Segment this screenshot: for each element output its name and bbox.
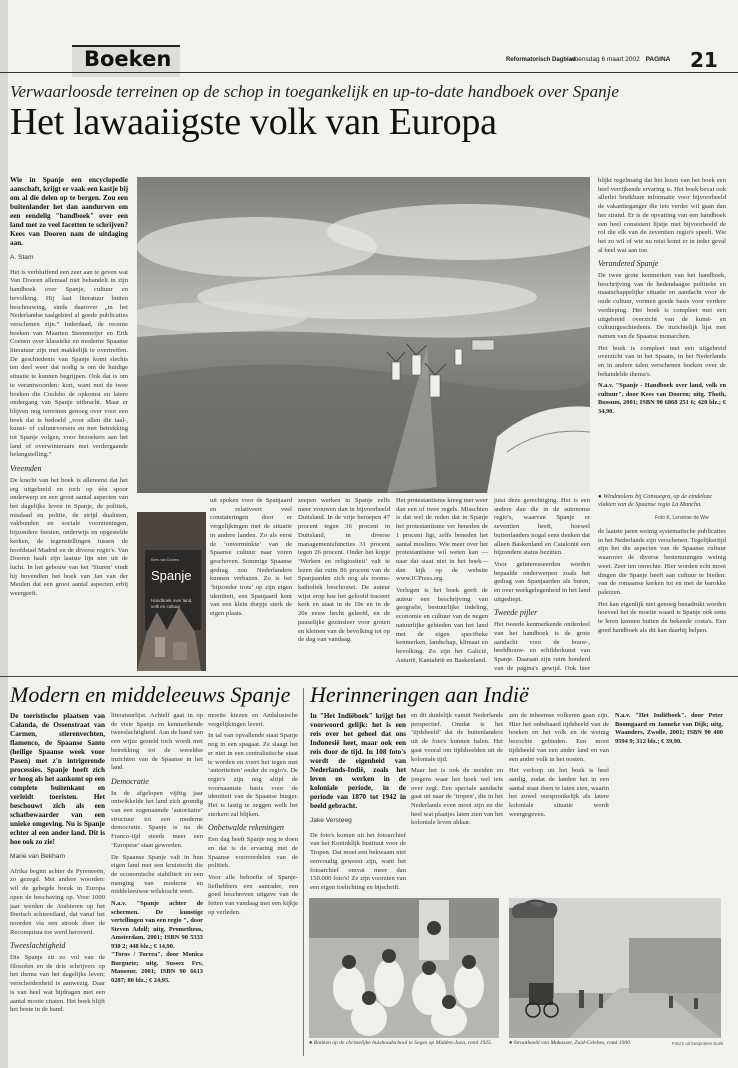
main-right-body-3: Het boek is compleet met een uitgebreid overzicht van in het Spaans, in het Nederlands en in andere talen verschenen boeken over de behandelde thema's. [598,344,726,378]
article2-column-3 [208,712,298,1056]
main-col1-body: Het is verbluffend een zeer aan te geven wat Van Dooren allemaal niet behandelt in zijn handboek over Spanje, cultuur en bevolking. Hij laat literatuur buiten beschouwing, sinds daarover „in het Nederlandse taalgebied al goede publicaties verschenen zijn.” Inderdaad, de recente boeken van Maarten Steenmeijer en Erik Coenen over klassieke en moderne Spaanse literatuur zijn met makkelijk te overtreffen. De geschiedenis van Spanje komt slechts ten deel weer dat nodig is om de huidige situatie te kunnen begrijpen. Ook dat is om te verantwoorden: kort, want met de twee boeken die Coolsbo de opkomst en latere ondergang van Spanje uitbracht. Maar er blijven nog terreinen genoeg over voor een boek dat is bedoeld „voor allen die taal-, kunst- of cultuurvorsers en met betrekking tot Spanje volgen, voor bezoekers aan het land of overwinteraars met verdergaande belangstelling.” [10,268,128,459]
header-rule [0,72,738,73]
main-column-1 [10,176,128,672]
main-column-6 [598,528,726,672]
makassar-street-image [509,898,721,1038]
main-book-info: N.a.v. "Spanje - Handboek over land, volk en cultuur", door Kees van Dooren; uitg. Thoth, Bussum, 2001; ISBN 90 6868 251 6; 420 blz.; € 34,90. [598,382,726,415]
main-subhead-tweede-pijler: Tweede pijler [494,608,538,618]
article2-col3-body-3: Een dag heeft Spanje nog te doen en dat is de ervaring met de Spaanse vooroordelen van de politiek. [208,836,298,870]
main-right-body: blijkt regelmatig dat het lezen van het boek een heel verrijkende ervaring is. Het boek bevat ook allerlei bruikbare informatie voor bijvoorbeeld de vakantieganger die iets verder wil gaan dan het strand. Er is de opvatting van een handboek een heel consistent lijstje met bijvoorbeeld de rol die elk van de zeventien regio's speelt. Wie het zo wil of wie nu reist komt er in ieder geval al heel wat aan toe. [598,177,726,254]
article2-column-2 [111,712,203,1056]
article3-book-info: N.a.v. "Het Indiëboek", door Peter Boomgaard en Janneke van Dijk; uitg. Waanders, Zwolle, 2001; ISBN 90 400 9594 9; 312 blz.; € 39,90. [615,712,723,745]
article3-column-3 [509,712,609,894]
caption-bullet-icon: ● [309,1040,314,1046]
issue-date [570,56,670,63]
caption-bullet-icon: ● [509,1040,514,1046]
article3-column-2 [411,712,503,894]
page-number: 21 [690,48,718,72]
article2-book-info: N.a.v. "Spanje achter de schermen. De kunstige vertellingen van een regio ", door Steven Adolf; uitg. Prometheus, Amsterdam, 2001; ISBN 90 5333 938 2; 448 blz.; € 14,90. "Toros / Torrea", door Monica Burguete; uitg. Sussex Frv, Mansour, 2001; ISBN 90 6613 0287; 80 blz.; € 24,95. [111,900,203,984]
book-cover-image [137,512,206,671]
windmills-photo-credit: Foto K. Lenstrae de Ww [655,515,709,521]
section-title: Boeken [84,47,172,71]
batik-school-image [309,898,499,1038]
article3-byline: Jake Versteeg [310,817,352,824]
section-divider [0,676,738,677]
main-col4-body-2: Verlegen is het boek geeft de auteur een beschrijving van geografie, bestuurlijke indeling, economie en cultuur van de negen natuurlijke gebieden van het land met de eigen specifieke kenmerken, landschap, klimaat en bevolking. Zo zijn het Galicië, Asturië, Kantabrië en Baskenland. [396,587,488,664]
main-column-3 [298,497,390,672]
main-col5-body: juist deze gerechtiging. Het is een andere dan die in de autonome regio's, waarvan Spanje er zeventien heeft, hoewel buitenlanders nogal eens denken dat alleen Baskenland en Catalonië een bijzondere status bezitten. [494,497,590,557]
article3-col3-body: zen de inheemse volkeren gaan zijn. Hier het onbehaard tijdsbeeld van de boeken en het volk en de weinig bezochte gebieden. Een mooi tijdsbeeld van een ander land en van een ander volk in het oosten. [509,712,609,763]
main-column-4 [396,497,488,672]
cover-artwork [137,512,206,671]
main-right-column [598,177,726,489]
page-margin [0,0,8,1068]
article3-col3-body-2: Het verloop uit het boek is heel aardig, zodat de landen het in een aantal staat doen te laten zien, waarin het zowel oorspronkelijk als latere koloniale situatie wordt weergegeven. [509,767,609,818]
caption-bullet-icon: ● [598,493,602,500]
windmills-landscape-image [137,177,590,493]
main-col6-body: de laatste jaren weinig systematische publicaties in het Nederlands zijn verschenen. Tegelijkertijd zijn het die aspecten van de Spaanse cultuur waarover de diverse bestemmingen weinig weet. Zeer ten onrechte. Hier worden echt mooi dingen die Spanje heeft aan cultuur te bieden: van de romaanse kerken tot en met de barokke paleizen. [598,528,726,596]
batik-caption-text: Batiken op de christelijke huishoudschool te Soges op Midden-Java, rond 1925. [313,1040,493,1046]
article3-lede: In "Het Indiëboek" krijgt het voorwoord gelijk: het is een reis over het geheel dat ons Indonesië heet, maar ook een reis door de tijd. In 108 foto's wordt de eigenheid van Nederlands-Indië, zoals het leven en werken in de koloniale periode, in de periode van 1870 tot 1942 in beeld gebracht. [310,712,406,810]
makassar-street-photo [509,898,721,1038]
article2-subhead-rekeningen: Onbetwalde rekeningen [208,823,284,833]
article3-column-4 [615,712,723,894]
main-col4-body: Het protestantisme kreeg met weer dan een of twee regels. Misschien is dat wel de reden dat in Spanje het protestantisme ver beneden de 1 procent ligt, zelfs beneden het aantal moslims. Wie meer over het protestantisme wil weten kan —naar dat staat niet in het boek— dan kijk op de website www.ICPress.org. [396,497,488,583]
article2-lede: De toeristische plaatsen van Calanda, de Ossenstraat van Carmen, stierenvechten, flamenco, de Spaanse Santo (heilige Spaanse week voor Pasen) met z'n intrigerende processies. Spanje hoeft zich er hoog als het aankomt op een complete buitenkant en verleidt toeristen. Het beschouwt zich als een schatbewaarder van een unieke omgeving. Nu is Spanje echter al een ander land. Dit is hoe ook zo zie! [10,712,105,846]
batik-school-photo [309,898,499,1038]
article2-col2-body-2: In de afgelopen vijftig jaar ontwikkelde het land zich grondig van een zogenaamde ‘autoritaire’ structuur tot een moderne democratie. Spanje is na de Franco-tijd steeds meer een ‘Europese’ staat geworden. [111,789,203,849]
cover-author: Kees van Dooren [151,558,179,562]
article2-col3-body-2: In tal van opvallende staat Spanje nog in een spagaat. Ze slaagt het er niet in een centralistische staat te worden en voert het tegen met ‘autoriteiten’ onder de regio's. De regio's zijn nog altijd de voornaamste basis voor de identiteit van de Spaanse burger. Het is lastig te zeggen welk het sterkere zal blijken. [208,732,298,818]
makassar-caption [509,1040,631,1047]
article2-subhead-democratie: Democratie [111,776,149,786]
windmills-photo [137,177,590,493]
article2-col2-body-3: De Spaanse Spanje valt in hun eigen land met een kruistocht die de economische stabiliteit en een menging van moderne en middeleeuwse wilskracht weet. [111,853,203,896]
main-column-2 [210,497,292,672]
article3-col2-body-2: Maar het is ook de meiden en jongens waar het boek wel iets over zegt. Een speciale aandacht gaat uit naar de ‘tropen’, die in het Nederlands even mooi zijn en die heel wat plaatjes laten zien van het koloniale leven aldaar. [411,767,503,827]
main-col6-body-2: Het kan eigenlijk niet genoeg benadrukt worden hoeveel het de moeite waard is Spanje ook eens te leren kennen buiten de bekende costa's. Een goed handboek als dit kan daarbij helpen. [598,600,726,634]
main-col5-body-3: Het tweede kenmerkende onderdeel van het handboek is de grote aandacht voor de bouw-, beeldhouw- en schilderkunst van Spanje. Daaraan zijn ruim honderd van de pagina's gewijd. Ook hier [494,621,590,672]
article2-column-1 [10,712,105,1056]
main-col3-body: zeepen werken in Spanje zelfs meer vrouwen dan in bijvoorbeeld Duitsland. In de vrije beroepen 47 procent tegen 36 procent in Duitsland, in diverse managementsfuncties 31 procent tegen 26 procent. Onder het kopje ‘Werken en religiositeit’ valt te lezen dat ruim 86 procent van de Spanjaarden zich nog als rooms-katholiek beschouwt. De auteur wijst erop hoe het geloofd traceert kerk en staat in de 19e en in de 20e eeuw hecht geleefd, en de pauselijke gezinsleer voor groten en kleinen van de bevolking tot op de dag van vandaag. [298,497,390,644]
indie-photo-credit: Foto's uit besproken boek [672,1041,724,1046]
main-col1-body-2: De kracht van het boek is allereerst dat het erg uitgebreid en toch op één spoor onderwerp en een groot aantal aspecten van het dagelijks leven in Spanje, de politiek, misdaad en politie, de strijd dualisten, vakbonden en sociale voorzieningen, bijzondere feesten, onderwijs en opgestelde kerken, de tegenstellingen tussen de hoofdstad Madrid en de diverse regio's. Van Dooren haalt zijn laatste lijn niet uit de lucht. In het gebouw van het ‘Sturen’ vindt hij bovendien het boek van Jan van der Meulen dat een groot aantal aspecten erbij weergeeft. [10,476,128,598]
article2-body-2: Die Spanje zit zo vol van de filosofen en de drie schrijvers op het thema van het dagelijks leven; verscheidenheid is aanwezig. Daar is van heel wat bijdragen met een aantal mooie citaten. Het boek blijft het beste in de hand. [10,954,105,1014]
cover-subtitle: Handboek over land, volk en cultuur [151,598,193,609]
main-byline: A. Stam [10,254,34,261]
cover-title: Spanje [151,568,192,583]
article2-subhead-tweeslachtigheid: Tweeslachtigheid [10,941,66,951]
article-column-divider [303,688,304,1056]
article2-headline: Modern en middeleeuws Spanje [10,682,291,707]
article2-byline: Marie van Bekham [10,853,65,860]
article2-col3-body: moeite kiezen en Andalusische vergelijkingen levert. [208,712,298,728]
article3-column-1 [310,712,406,894]
windmills-caption [598,493,726,509]
makassar-caption-text: Straatbeeld van Makasser, Zuid-Celebes, rond 1900. [513,1040,632,1046]
caption-text: Windmolens bij Consuegra, op de eindeloze vlakten van de Spaanse regio La Mancha. [598,493,712,508]
main-subhead-verandered-spanje: Verandered Spanje [598,259,659,269]
main-col5-body-2: Voor geïnteresseerden worden bepaalde onderwerpen zoals het gedrag van Spanjaarden als buren, en over werkgelegenheid in het land uitgediept. [494,560,590,603]
main-subhead-vreemden: Vreemden [10,464,42,474]
main-headline: Het lawaaiigste volk van Europa [10,101,497,143]
main-column-5 [494,497,590,672]
publication-name: Reformatorisch Dagblad [506,57,576,63]
main-right-body-2: De twee grote kenmerken van het handboek, beschrijving van de hedendaagse politieke en maatschappelijke situatie en aandacht voor de oude cultuur, vormen goede basis voor verdere verdieping. Het boek is compleet met een uitgebreid overzicht van de kunst- en cultuurgeschiedenis. De inzichtelijk lijst met namen van de Spaanse monarchen. [598,272,726,340]
main-kicker: Verwaarloosde terreinen op de schop in toegankelijk en up-to-date handboek over Spanje [10,82,619,101]
article2-col3-body-4: Voor alle behoefte of Spanje-liefhebbers een aanrader, een goed beschreven uitgave van de feiten van vandaag met een kijkje op verleden. [208,873,298,916]
article3-body-1: De foto's komen uit het fotoarchief van het Koninklijk Instituut voor de Tropen. Dat moet een bekwaam niet eenvoudig geweest zijn, want het fotoarchief omvat meer dan 150.000 foto's! Ze zijn voorzien van een eigen toelichting en bijschrift. [310,831,406,891]
page-label: PAGINA [645,56,671,63]
article2-col2-body: literatuurlijst. Achtelf gaat in op de visie Spanje en kenmerkende tweeslachtigheid. Aan de hand van een wijze gesteld toch wordt met betrekking tot de wereldse inzichten van de Spaanse in het land. [111,712,203,772]
main-lede: Wie in Spanje een encyclopedie aanschaft, krijgt er vaak een kastje bij om al die delen op te bergen. Zou een buitenlander het dan aandurven om een eendelig "handboek" over een land met zo veel facetten te schrijven? Kees van Dooren nam de uitdaging aan. [10,176,128,247]
date-text: woensdag 6 maart 2002 [570,56,640,63]
article3-headline: Herinneringen aan Indië [310,682,529,707]
main-col2-body: uit spoken voor de Spanjaard en relativeert veel constateringen door er vergelijkingen met de situatie in andere landen. Zo als eerst de ‘onverminkte’ van de Spaanse cultuur naar voren geschoven. Sommige Spaanse gedrag zou Nederlanders kunnen verbazen. Zo is het ‘bijzonder trots’ op zijn eigen identiteit, een Spanjaard kent van een klein dorpje sterk de eigen plaats. [210,497,292,618]
article2-body-1: Afrika begint achter de Pyreneeën, zo gezegd. Met andere woorden: wil de gehegde breuk in Europa open de beschaving op. Voor 1000 jaar werden de Arabieren op het Iberisch schiereiland, dat vanaf het noorden via een strook door de Reconquista toe werd heroverd. [10,867,105,936]
article3-col2-body: en dit duidelijk vanuit Nederlands perspectief. Omdat is het ‘tijdsbeeld’ dat de buitenlanders uit de foto's kunnen halen. Het gaat vooral om tijdsbeelden uit de koloniale tijd. [411,712,503,763]
batik-caption [309,1040,492,1047]
